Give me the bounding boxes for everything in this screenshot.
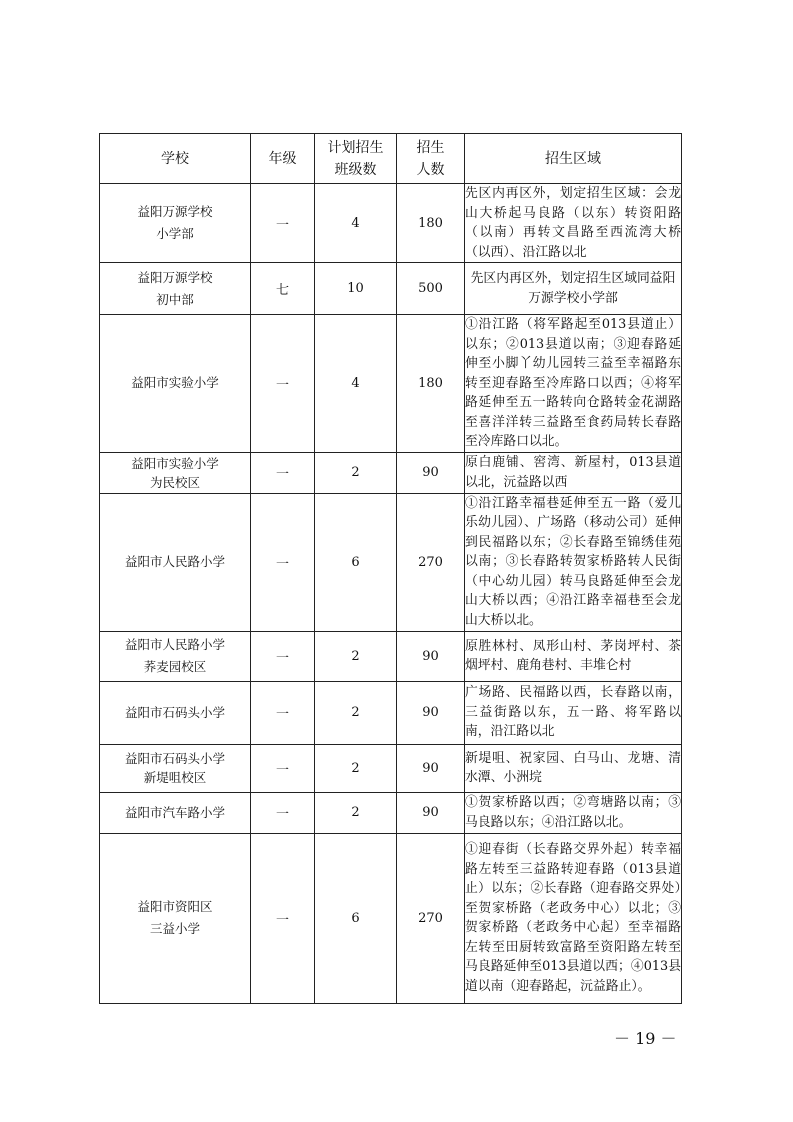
grade-cell: 一 <box>251 493 315 631</box>
area-cell: ①迎春街（长春路交界外起）转幸福路左转至三益路转迎春路（013县道止）以东；②长春路（迎春路交界处）至贺家桥路（老政务中心）以北；③贺家桥路（老政务中心起）至幸福路左转至田厨转致富路至资阳路左转至马良路延伸至013县道以西；④013县道以南（迎春路起，沅益路止）。 <box>465 833 682 1003</box>
table-row <box>100 493 682 631</box>
table-row <box>100 263 682 315</box>
area-cell: 原胜林村、凤形山村、茅岗坪村、茶烟坪村、鹿角巷村、丰堆仑村 <box>465 631 682 681</box>
school-cell: 益阳市实验小学 为民校区 <box>100 452 251 493</box>
area-cell: 原白鹿铺、窖湾、新屋村，013县道以北，沅益路以西 <box>465 452 682 493</box>
table-row <box>100 452 682 493</box>
header-area: 招生区域 <box>465 134 682 184</box>
classes-cell: 2 <box>315 681 397 744</box>
header-enrollment: 招生 人数 <box>397 134 465 184</box>
school-cell: 益阳市人民路小学 荞麦园校区 <box>100 631 251 681</box>
classes-cell: 6 <box>315 493 397 631</box>
school-cell: 益阳万源学校 初中部 <box>100 263 251 315</box>
students-cell: 90 <box>397 452 465 493</box>
classes-cell: 2 <box>315 744 397 792</box>
table-header-row <box>100 134 682 184</box>
school-cell: 益阳市人民路小学 <box>100 493 251 631</box>
header-grade: 年级 <box>251 134 315 184</box>
students-cell: 180 <box>397 315 465 453</box>
students-cell: 270 <box>397 833 465 1003</box>
classes-cell: 2 <box>315 792 397 833</box>
table-row <box>100 681 682 744</box>
table-row <box>100 792 682 833</box>
area-cell: 新堤咀、祝家园、白马山、龙塘、清水潭、小洲垸 <box>465 744 682 792</box>
page-number: － 19 － <box>614 1029 677 1048</box>
area-cell: 广场路、民福路以西，长春路以南，三益街路以东，五一路、将军路以南，沿江路以北 <box>465 681 682 744</box>
school-cell: 益阳市石码头小学 新堤咀校区 <box>100 744 251 792</box>
area-cell: 先区内再区外，划定招生区域同益阳万源学校小学部 <box>465 263 682 315</box>
enrollment-table <box>99 133 682 1004</box>
students-cell: 270 <box>397 493 465 631</box>
grade-cell: 七 <box>251 263 315 315</box>
grade-cell: 一 <box>251 833 315 1003</box>
table-row <box>100 315 682 453</box>
table-row <box>100 833 682 1003</box>
area-cell: 先区内再区外，划定招生区域：会龙山大桥起马良路（以东）转资阳路（以南）再转文昌路至西流湾大桥（以西）、沿江路以北 <box>465 184 682 263</box>
classes-cell: 4 <box>315 184 397 263</box>
grade-cell: 一 <box>251 631 315 681</box>
header-planned-classes: 计划招生 班级数 <box>315 134 397 184</box>
table-row <box>100 744 682 792</box>
grade-cell: 一 <box>251 792 315 833</box>
header-school: 学校 <box>100 134 251 184</box>
students-cell: 90 <box>397 631 465 681</box>
grade-cell: 一 <box>251 681 315 744</box>
area-cell: ①贺家桥路以西；②弯塘路以南；③马良路以东；④沿江路以北。 <box>465 792 682 833</box>
school-cell: 益阳市汽车路小学 <box>100 792 251 833</box>
students-cell: 180 <box>397 184 465 263</box>
students-cell: 500 <box>397 263 465 315</box>
classes-cell: 2 <box>315 452 397 493</box>
grade-cell: 一 <box>251 315 315 453</box>
classes-cell: 6 <box>315 833 397 1003</box>
students-cell: 90 <box>397 744 465 792</box>
grade-cell: 一 <box>251 452 315 493</box>
school-cell: 益阳市实验小学 <box>100 315 251 453</box>
area-cell: ①沿江路（将军路起至013县道止）以东；②013县道以南；③迎春路延伸至小脚丫幼儿园转三益至幸福路东转至迎春路至冷库路口以西；④将军路延伸至五一路转向仓路转金花湖路至喜洋洋转三益路至食药局转长春路至冷库路口以北。 <box>465 315 682 453</box>
classes-cell: 2 <box>315 631 397 681</box>
table-row <box>100 184 682 263</box>
grade-cell: 一 <box>251 744 315 792</box>
students-cell: 90 <box>397 681 465 744</box>
area-cell: ①沿江路幸福巷延伸至五一路（爱儿乐幼儿园）、广场路（移动公司）延伸到民福路以东；②长春路至锦绣佳苑以南；③长春路转贺家桥路转人民街（中心幼儿园）转马良路延伸至会龙山大桥以西；④沿江路幸福巷至会龙山大桥以北。 <box>465 493 682 631</box>
table-row <box>100 631 682 681</box>
school-cell: 益阳万源学校 小学部 <box>100 184 251 263</box>
students-cell: 90 <box>397 792 465 833</box>
school-cell: 益阳市资阳区 三益小学 <box>100 833 251 1003</box>
grade-cell: 一 <box>251 184 315 263</box>
school-cell: 益阳市石码头小学 <box>100 681 251 744</box>
classes-cell: 10 <box>315 263 397 315</box>
classes-cell: 4 <box>315 315 397 453</box>
